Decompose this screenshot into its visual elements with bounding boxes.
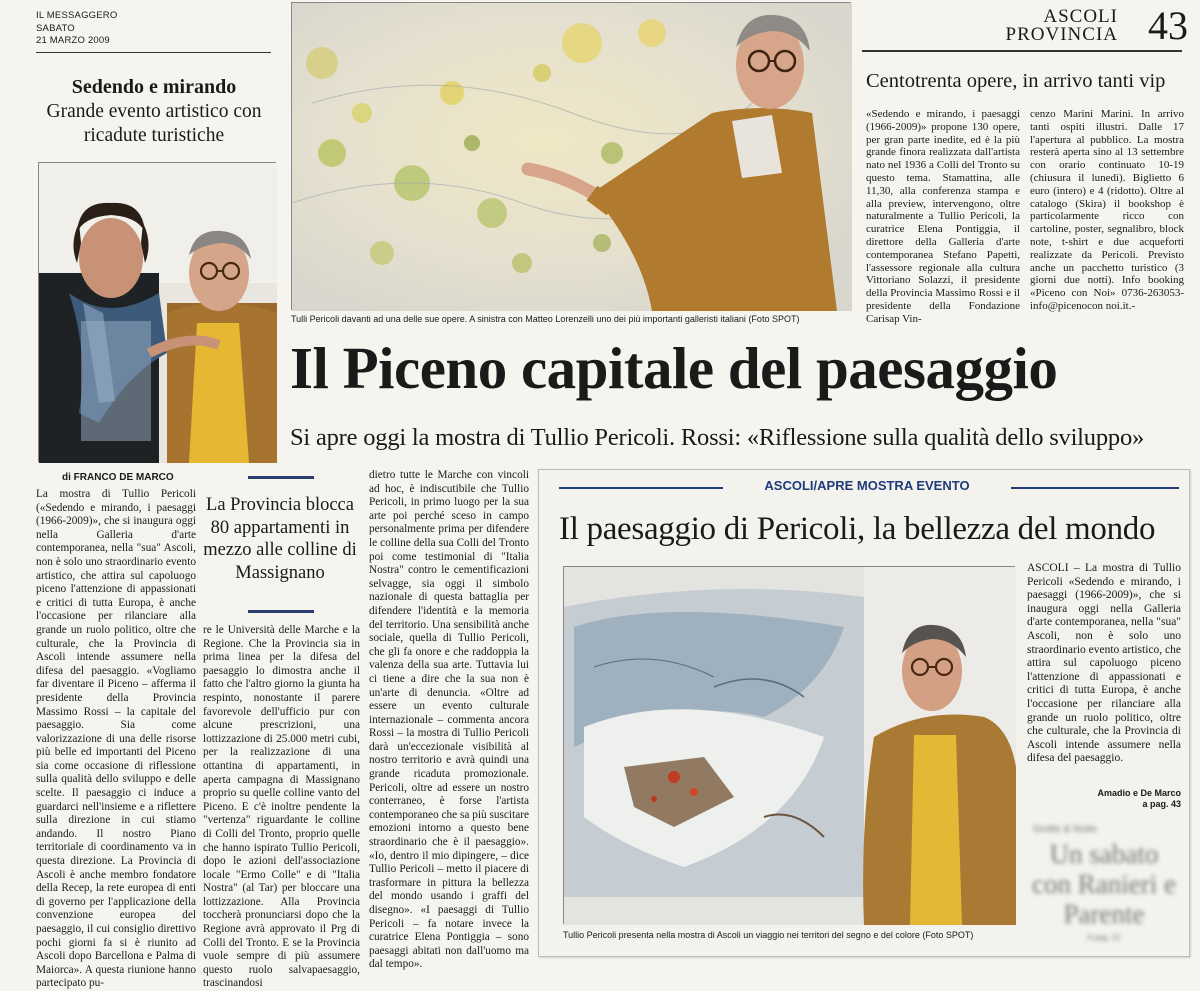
inset-caption [563,930,1015,941]
paper-name: IL MESSAGGERO [36,10,118,21]
masthead-info [36,10,117,48]
section-name [1006,8,1118,44]
photo-credit: (Foto SPOT) [748,314,800,324]
photo-caption [291,314,851,325]
sidebar-col-1: «Sedendo e mirando, i paesaggi (1966-2009)» propone 130 opere, per gran parte inedite, ed è la più grande finora realizzata dall'artista nato nel 1936 a Colli del Tronto su questo tema. Stamattina, alle 11,30, alla conferenza stampa e alla preview, intervengono, oltre naturalmente a Tullio Pericoli, la curatrice Elena Pontiggia, il direttore della Galleria d'arte contemporanea Stefano Papetti, l'assessore regionale alla cultura Vittoriano Solazzi, il presidente della Provincia Massimo Rossi e il presidente della Fondazione Carisap Vin- [866,108,1020,325]
inset-photo [563,566,1015,924]
main-subhead: Si apre oggi la mostra di Tullio Pericoli. Rossi: «Riflessione sulla qualità dello sviluppo» [290,424,1145,451]
day-label: SABATO [36,22,75,34]
artwork-photo [291,2,851,310]
sidebar-columns [866,108,1184,326]
teaser-headline: Un sabato con Ranieri e Parente [1032,839,1176,929]
inset-authors: Amadio e De Marco [1097,788,1181,798]
inset-headline: Il paesaggio di Pericoli, la bellezza del mondo [559,511,1156,547]
article-col-3: dietro tutte le Marche con vincoli ad hoc, è indiscutibile che Tullio Pericoli, in primo luogo per la sua arte poi perché sceso in campo personalmente prima per difendere le colline della sua Colli del Tronto poi come testimonial di "Italia Nostra" contro le cementificazioni selvagge, sia oggi il simbolo nazionale di questa battaglia per difendere l'identità e la memoria del territorio. Una sensibilità anche sociale, quella di Tullio Pericoli, che gli fa onore e che raddoppia la valenza della sua arte. Tuttavia lui ci tiene a dire che la sua non è un'arte di denuncia. «Oltre ad essere un evento culturale internazionale – commenta ancora Rossi – la mostra di Tullio Pericoli darà un'eccezionale visibilità al nostro territorio e avrà quindi una grande ricaduta promozionale. Pericoli, oltre ad essere un nostro conterraneo, è forse l'artista contemporaneo che sa più suscitare emozioni intorno a questo bene straordinario che è il paesaggio». «Io, dentro il mio dipingere, – dice Tullio Pericoli – metto il piacere di trasformare in pittura la bellezza del mondo usando i graffi del disegno». «I paesaggi di Tullio Pericoli – fa notare invece la curatrice Elena Pontiggia – sono paesaggi abitati non dall'uomo ma dal tempo». [369,469,529,971]
inset-kicker-rule-left [559,487,723,489]
box-headline: La Provincia blocca 80 appartamenti in mezzo alle colline di Massignano [203,495,357,583]
inset-signature [1059,788,1181,810]
inset-kicker: ASCOLI/APRE MOSTRA EVENTO [764,478,970,493]
teaser-ref: A pag. 51 [1087,933,1121,942]
date-label: 21 MARZO 2009 [36,35,110,46]
section-line-2: PROVINCIA [1005,24,1118,45]
main-headline: Il Piceno capitale del paesaggio [290,335,1058,401]
inset-photo-credit: (Foto SPOT) [922,930,974,940]
inset-kicker-rule-right [1011,487,1179,489]
section-rule [862,50,1182,52]
inset-body: ASCOLI – La mostra di Tullio Pericoli «Sedendo e mirando, i paesaggi (1966-2009)», che si inaugura oggi nella Galleria d'arte contemporanea, nella "sua" Ascoli, non è solo uno straordinario evento artistico, che attira sul capoluogo piceno l'attenzione di appassionati e critici di tutta Europa, è anche l'occasione per rilanciare alla grande un ruolo politico, oltre che culturale, che la Provincia di Ascoli intende assumere nella difesa del paesaggio. [1027,562,1181,765]
sidebar-col-2: cenzo Marini Marini. In arrivo tanti ospiti illustri. Dalle 17 l'apertura al pubblico. La mostra resterà aperta sino al 13 settembre con orario continuato 10-19 (chiusura il lunedì). Biglietto 6 euro (intero) e 4 (ridotto). Oltre al catalogo (Skira) il bookshop è particolarmente ricco con cartoline, poster, segnalibro, block note, t-shirt e due acqueforti realizzate da Pericoli. Previsto anche un pacchetto turistico (3 giorni due notti). Info booking «Piceno con Noi» 0736-263053-info@picenocon noi.it.- [1030,108,1184,312]
photo-caption-text: Tulli Pericoli davanti ad una delle sue opere. A sinistra con Matteo Lorenzelli uno dei più importanti galleristi italiani [291,314,746,324]
boxhead-rule-top [248,476,314,479]
inset-teaser [1027,816,1181,956]
inset-clipping [538,469,1190,957]
teaser-kicker: Grotte & Notte [1033,824,1097,835]
sidebar-title: Centotrenta opere, in arrivo tanti vip [866,70,1166,92]
inset-page-ref: a pag. 43 [1142,799,1181,809]
page-number: 43 [1148,3,1188,48]
byline: di FRANCO DE MARCO [62,472,174,483]
section-line-1: ASCOLI [1043,6,1118,27]
article-col-2: re le Università delle Marche e la Regione. Che la Provincia sia in prima linea per la difesa del paesaggio lo dimostra anche il fatto che l'altro giorno la giunta ha respinto, nonostante il parere favorevole dell'ufficio pur con alcune prescrizioni, una lottizzazione di 25.000 metri cubi, per la realizzazione di una ottantina di appartamenti, in aperta campagna di Massignano proprio su quelle colline vanto del Piceno. E c'è inoltre pendente la "vertenza" riguardante le colline di Colli del Tronto, proprio quelle che hanno ispirato Tullio Pericoli, dopo le azioni dell'associazione locale "Ermo Colle" e di "Italia Nostra" (al Tar) per bloccare una lottizzazione. Alla Provincia toccherà pronunciarsi dopo che la Regione avrà approvato il Prg di Colli del Tronto. E se la Provincia vuole sempre di più assumere questo ruolo salvapaesaggio, trascinandosi [203,624,360,990]
inset-caption-text: Tullio Pericoli presenta nella mostra di Ascoli un viaggio nei territori del segno e del colore [563,930,920,940]
kicker-title: Sedendo e mirando [71,76,237,98]
boxhead-rule-bottom [248,610,314,613]
portrait-photo [38,162,276,462]
kicker-subtitle: Grande evento artistico con ricadute turistiche [46,101,262,146]
masthead-rule [36,52,271,53]
article-col-1: La mostra di Tullio Pericoli («Sedendo e mirando, i paesaggi (1966-2009)», che si inaugura oggi nella Galleria d'arte contemporanea, nella "sua" Ascoli, non è solo uno straordinario evento artistico, che attira sul capoluogo piceno l'attenzione di appassionati e critici di tutta Europa, è anche l'occasione per rilanciare alla grande un ruolo politico, oltre che culturale, che la Provincia di Ascoli intende assumere nella difesa del paesaggio. «Vogliamo far diventare il Piceno – afferma il presidente della Provincia Massimo Rossi – la capitale del paesaggio. Sia come valorizzazione di una delle risorse più belle ed importanti del Piceno sia come occasione di riflessione sulla qualità dello sviluppo e delle scelte. Il paesaggio ci induce a guardarci nell'insieme e a riflettere sulla direzione in cui stiamo andando. Il nostro Piano territoriale di coordinamento va in questa direzione. La Provincia di Ascoli è anche membro fondatore della Recep, la rete europea di enti di governo per l'applicazione della convenzione europea del paesaggio, il cui consiglio direttivo pochi giorni fa si è riunito ad Ascoli dopo Barcellona e Palma di Maiorca». A questa riunione hanno partecipato pu- [36,488,196,990]
